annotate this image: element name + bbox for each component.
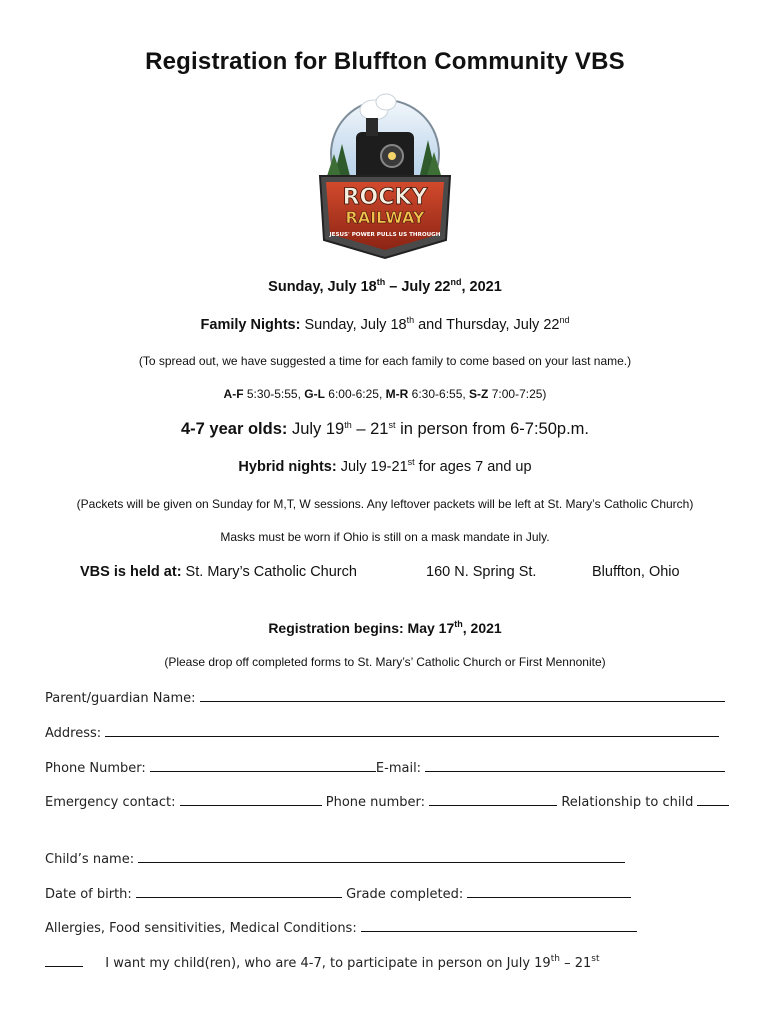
grade-input[interactable]: [467, 883, 631, 898]
location-street: 160 N. Spring St.: [426, 564, 537, 580]
page-title: Registration for Bluffton Community VBS: [145, 48, 625, 75]
dob-input[interactable]: [136, 883, 342, 898]
address-input[interactable]: [105, 722, 719, 737]
registration-begins: Registration begins: May 17th, 2021: [268, 619, 502, 636]
hybrid-nights: Hybrid nights: July 19-21st for ages 7 and up: [238, 457, 532, 475]
age-group-label: 4-7 year olds:: [180, 420, 288, 438]
address-label: Address:: [45, 726, 102, 741]
relationship-input[interactable]: [697, 791, 729, 806]
phone-label: Phone Number:: [45, 761, 146, 776]
parent-name-field: [45, 687, 725, 706]
spread-note: (To spread out, we have suggested a time for each family to come based on your last name.): [138, 354, 632, 368]
consent-field: [45, 952, 599, 971]
relationship-label: Relationship to child: [561, 795, 694, 810]
allergies-input[interactable]: [361, 917, 637, 932]
family-nights: Family Nights: Sunday, July 18th and Thursday, July 22nd: [200, 315, 570, 333]
dob-grade-field: [45, 883, 631, 902]
child-name-label: Child’s name:: [45, 852, 135, 867]
emergency-phone-label: Phone number:: [325, 795, 426, 810]
location-city: Bluffton, Ohio: [592, 564, 680, 580]
dob-label: Date of birth:: [45, 887, 132, 902]
child-name-input[interactable]: [138, 848, 625, 863]
emergency-contact-label: Emergency contact:: [45, 795, 176, 810]
rocky-railway-logo: [312, 92, 458, 262]
logo-tagline: JESUS' POWER PULLS US THROUGH: [329, 232, 441, 238]
phone-email-field: [45, 757, 725, 776]
time-slots: A-F 5:30-5:55, G-L 6:00-6:25, M-R 6:30-6:55, S-Z 7:00-7:25): [223, 387, 547, 401]
email-input[interactable]: [425, 757, 725, 772]
emergency-contact-input[interactable]: [180, 791, 322, 806]
grade-label: Grade completed:: [346, 887, 464, 902]
allergies-label: Allergies, Food sensitivities, Medical Conditions:: [45, 921, 357, 936]
location-label: VBS is held at:: [80, 564, 182, 580]
parent-name-label: Parent/guardian Name:: [45, 691, 196, 706]
phone-input[interactable]: [150, 757, 376, 772]
family-nights-label: Family Nights:: [200, 317, 301, 333]
logo-line1: ROCKY: [342, 185, 428, 210]
hybrid-label: Hybrid nights:: [238, 459, 337, 475]
logo-graphic: [312, 92, 458, 262]
consent-label: I want my child(ren), who are 4-7, to participate in person on July 19th – 21st: [105, 954, 600, 971]
parent-name-input[interactable]: [200, 687, 725, 702]
emergency-field: [45, 791, 729, 810]
child-name-field: [45, 848, 625, 867]
dropoff-note: (Please drop off completed forms to St. Mary’s’ Catholic Church or First Mennonite): [164, 655, 606, 669]
packets-note: (Packets will be given on Sunday for M,T, W sessions. Any leftover packets will be left at St. Mary’s Catholic Church): [76, 497, 694, 511]
age-group-schedule: 4-7 year olds: July 19th – 21st in person from 6-7:50p.m.: [180, 420, 589, 438]
event-dates: Sunday, July 18th – July 22nd, 2021: [268, 277, 502, 295]
address-field: [45, 722, 719, 741]
location-venue: VBS is held at: St. Mary’s Catholic Church: [80, 564, 357, 580]
consent-checkbox-line[interactable]: [45, 952, 83, 967]
emergency-phone-input[interactable]: [429, 791, 557, 806]
email-label: E-mail:: [375, 761, 422, 776]
masks-note: Masks must be worn if Ohio is still on a mask mandate in July.: [220, 530, 550, 544]
allergies-field: [45, 917, 637, 936]
logo-line2: RAILWAY: [345, 208, 425, 227]
page-title-wrap: [0, 48, 770, 76]
